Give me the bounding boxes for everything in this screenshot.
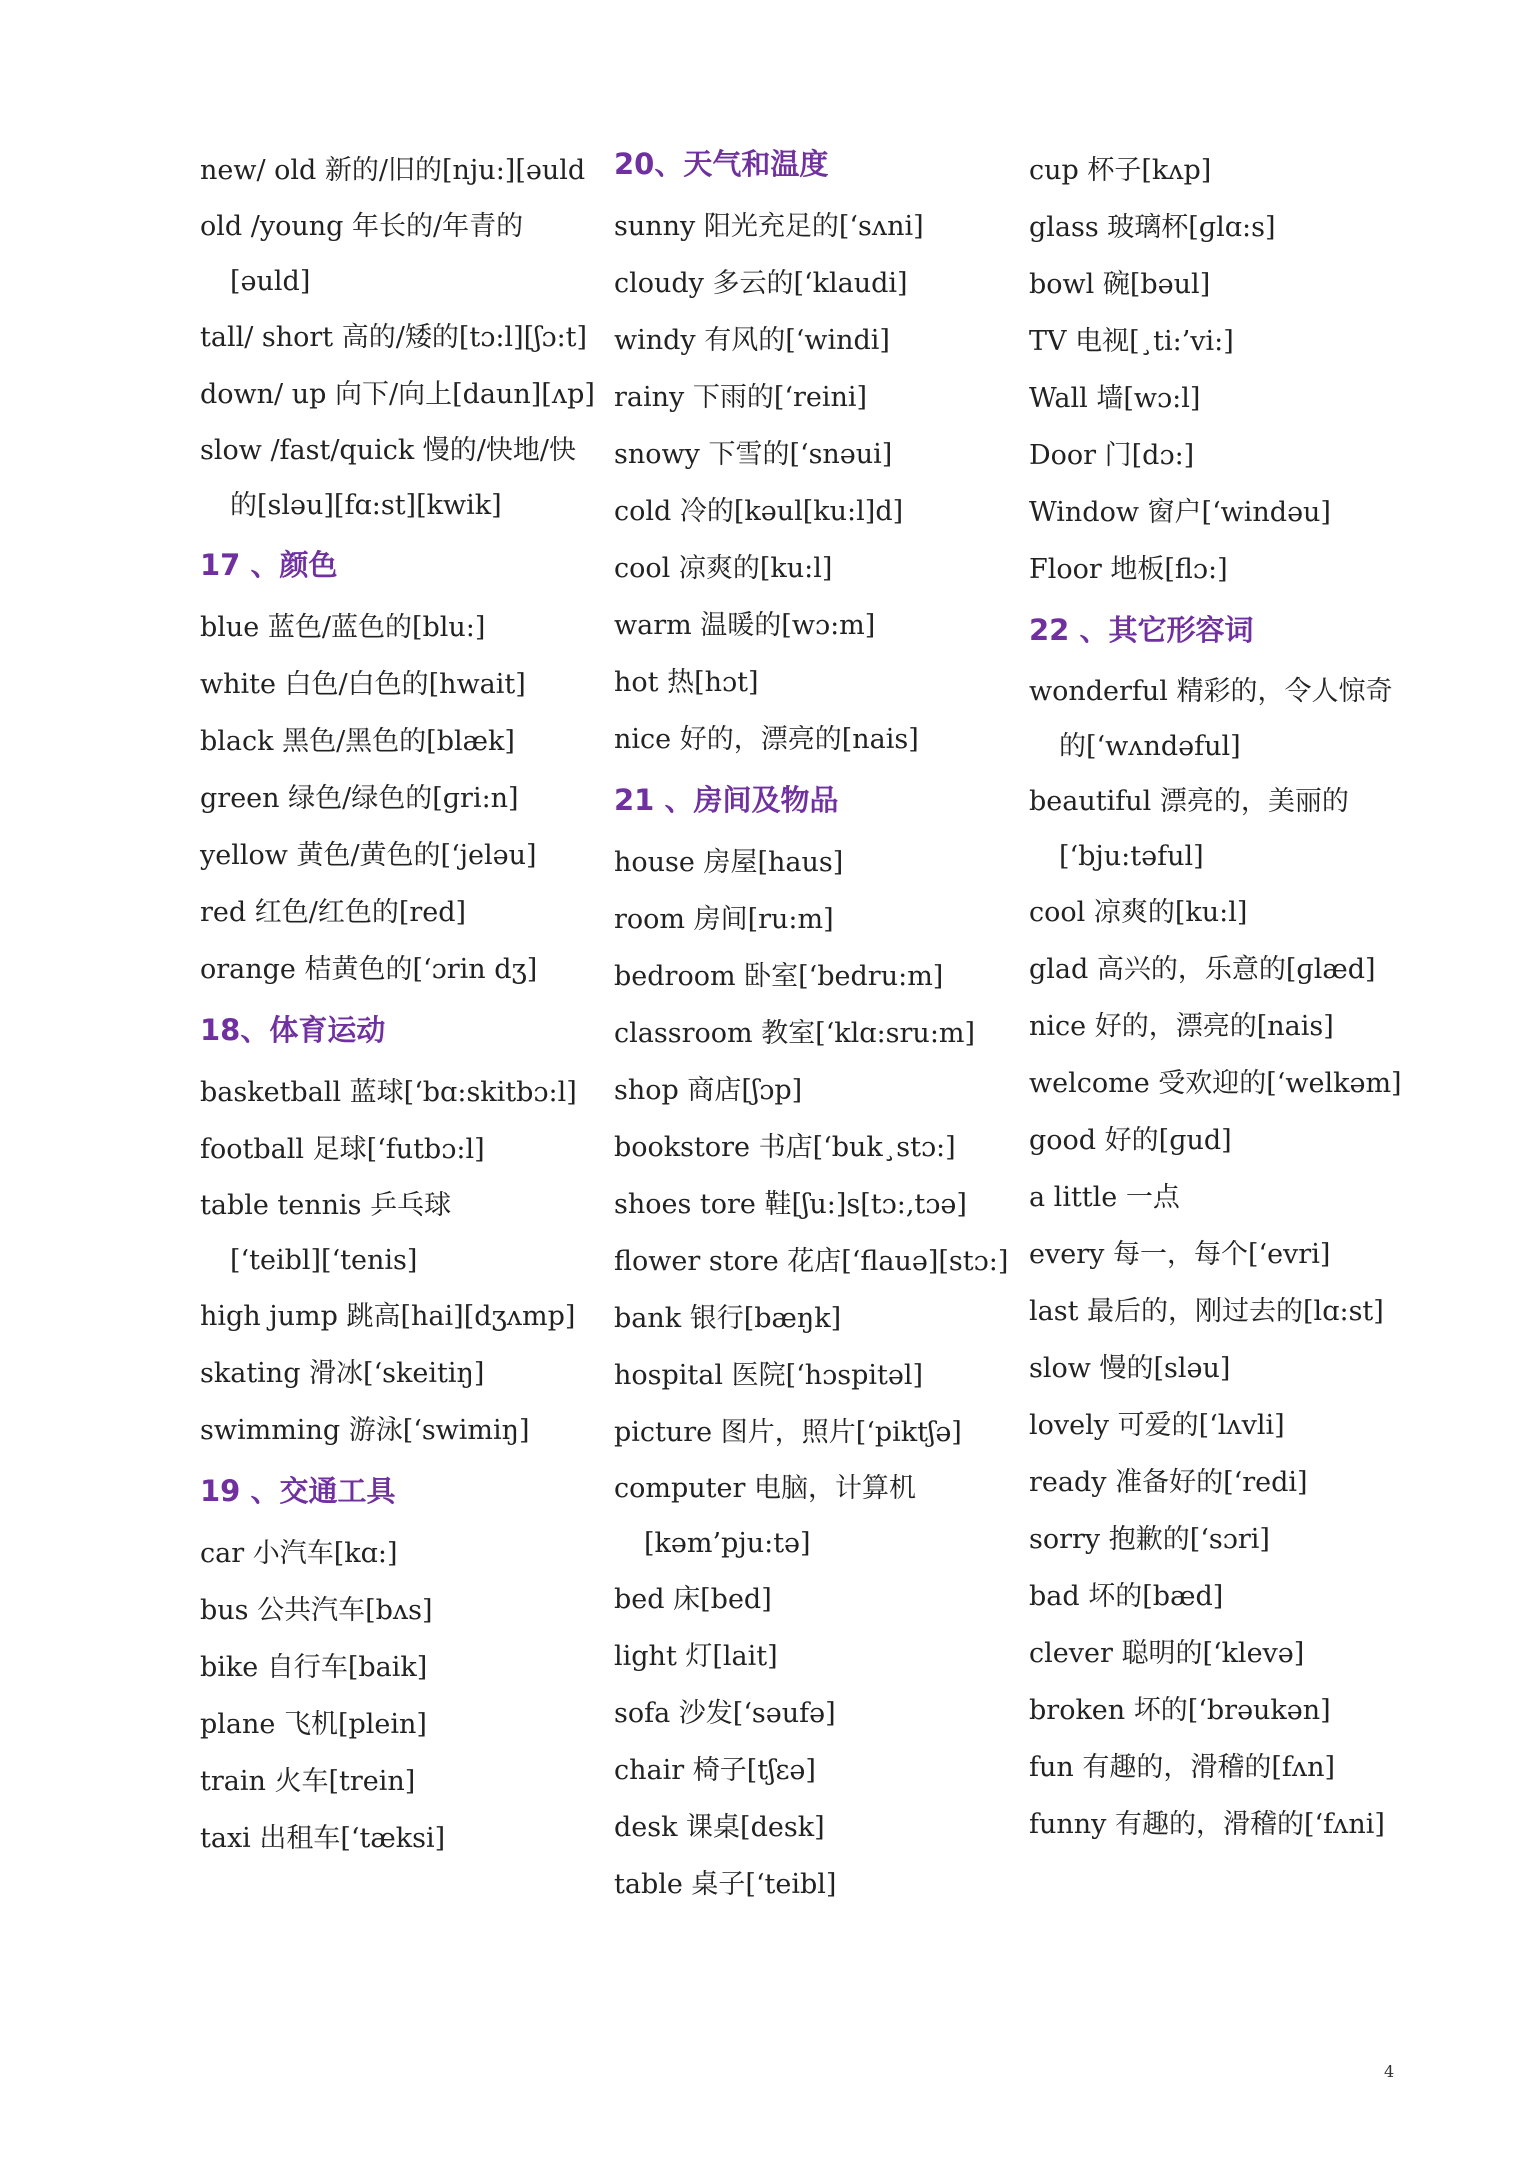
vocab-line: cup 杯子[kʌp] — [1029, 155, 1212, 186]
vocab-entry — [614, 1799, 994, 1856]
vocab-line: white 白色/白色的[hwait] — [200, 669, 526, 700]
vocab-entry — [614, 1461, 994, 1571]
vocab-entry — [614, 1347, 994, 1404]
vocab-line: taxi 出租车[‘tæksi] — [200, 1823, 446, 1854]
vocab-line-continuation: [‘teibl][‘tenis] — [230, 1245, 418, 1276]
vocab-entry — [1029, 998, 1409, 1055]
page-number: 4 — [1384, 2062, 1395, 2081]
vocab-line: hot 热[hɔt] — [614, 667, 759, 698]
vocab-line: fun 有趣的，滑稽的[fʌn] — [1029, 1752, 1336, 1783]
vocab-entry — [1029, 1682, 1409, 1739]
vocab-entry — [1029, 256, 1409, 313]
vocab-line: down/ up 向下/向上[daun][ʌp] — [200, 379, 595, 410]
vocab-entry — [614, 255, 994, 312]
vocab-line: nice 好的，漂亮的[nais] — [614, 724, 919, 755]
vocab-line: blue 蓝色/蓝色的[blu:] — [200, 612, 486, 643]
vocab-line: bike 自行车[baik] — [200, 1652, 428, 1683]
section-heading: 18、体育运动 — [200, 1013, 386, 1047]
vocab-line: slow 慢的[sləu] — [1029, 1353, 1231, 1384]
vocab-line: good 好的[ɡud] — [1029, 1125, 1232, 1156]
vocab-line: classroom 教室[‘klɑ:sru:m] — [614, 1018, 976, 1049]
vocab-entry — [614, 1742, 994, 1799]
vocab-line: sofa 沙发[‘səufə] — [614, 1698, 836, 1729]
vocab-entry — [1029, 370, 1409, 427]
vocab-line: warm 温暖的[wɔ:m] — [614, 610, 876, 641]
vocab-entry — [200, 1178, 580, 1288]
vocab-entry — [614, 1628, 994, 1685]
vocab-entry — [1029, 1511, 1409, 1568]
vocab-entry — [1029, 541, 1409, 598]
vocab-line: windy 有风的[‘windi] — [614, 325, 890, 356]
vocab-line: green 绿色/绿色的[ɡri:n] — [200, 783, 519, 814]
vocab-line: high jump 跳高[hai][dʒʌmp] — [200, 1301, 576, 1332]
section-heading: 20、天气和温度 — [614, 147, 829, 181]
vocab-line: picture 图片，照片[‘piktʃə] — [614, 1417, 962, 1448]
vocab-line: a little 一点 — [1029, 1182, 1180, 1213]
vocab-column-1 — [200, 142, 595, 1867]
vocab-line: flower store 花店[‘flauə][stɔ:] — [614, 1246, 1009, 1277]
vocab-entry — [200, 656, 580, 713]
vocab-entry — [200, 599, 580, 656]
vocab-entry — [200, 1525, 580, 1582]
vocab-line: beautiful 漂亮的，美丽的 — [1029, 786, 1349, 817]
vocab-line: ready 准备好的[‘redi] — [1029, 1467, 1308, 1498]
vocab-entry — [614, 540, 994, 597]
vocab-line: old /young 年长的/年青的 — [200, 211, 524, 242]
vocab-entry — [614, 834, 994, 891]
vocab-line: last 最后的，刚过去的[lɑ:st] — [1029, 1296, 1384, 1327]
vocab-line: bowl 碗[bəul] — [1029, 269, 1211, 300]
vocab-line: skating 滑冰[‘skeitiŋ] — [200, 1358, 485, 1389]
vocab-line: lovely 可爱的[‘lʌvli] — [1029, 1410, 1285, 1441]
vocab-entry — [200, 1810, 580, 1867]
vocab-line: football 足球[‘futbɔ:l] — [200, 1134, 485, 1165]
vocab-entry — [200, 1639, 580, 1696]
vocab-line: plane 飞机[plein] — [200, 1709, 427, 1740]
vocab-entry — [1029, 142, 1409, 199]
vocab-line: bus 公共汽车[bʌs] — [200, 1595, 433, 1626]
vocab-entry — [1029, 1055, 1409, 1112]
vocab-entry — [614, 369, 994, 426]
vocab-line: train 火车[trein] — [200, 1766, 416, 1797]
vocab-line: cool 凉爽的[ku:l] — [1029, 897, 1248, 928]
vocab-line-continuation: [‘bju:təful] — [1059, 841, 1204, 872]
vocab-line: shoes tore 鞋[ʃu:]s[tɔ:,tɔə] — [614, 1189, 967, 1220]
vocab-line: Window 窗户[‘windəu] — [1029, 497, 1331, 528]
vocab-line: basketball 蓝球[‘bɑ:skitbɔ:l] — [200, 1077, 577, 1108]
vocab-line: hospital 医院[‘hɔspitəl] — [614, 1360, 923, 1391]
vocab-line: glad 高兴的，乐意的[ɡlæd] — [1029, 954, 1376, 985]
vocab-entry — [1029, 1226, 1409, 1283]
vocab-line: Wall 墙[wɔ:l] — [1029, 383, 1201, 414]
vocab-line: sunny 阳光充足的[‘sʌni] — [614, 211, 924, 242]
vocab-entry — [614, 1290, 994, 1347]
vocab-line-continuation: 的[‘wʌndəful] — [1059, 731, 1241, 762]
vocab-entry — [614, 1233, 1009, 1290]
vocab-line: chair 椅子[tʃεə] — [614, 1755, 816, 1786]
vocab-entry — [1029, 774, 1409, 884]
vocab-line: shop 商店[ʃɔp] — [614, 1075, 803, 1106]
vocab-entry — [614, 654, 994, 711]
section-heading: 17 、颜色 — [200, 548, 338, 582]
vocab-line-continuation: [kəm’pju:tə] — [644, 1528, 811, 1559]
vocab-line: slow /fast/quick 慢的/快地/快 — [200, 435, 576, 466]
vocab-line: funny 有趣的，滑稽的[‘fʌni] — [1029, 1809, 1385, 1840]
vocab-entry — [1029, 427, 1409, 484]
vocab-line: desk 课桌[desk] — [614, 1812, 825, 1843]
vocab-entry — [200, 423, 580, 533]
vocab-column-2 — [614, 142, 1009, 1913]
vocab-entry — [200, 1753, 580, 1810]
vocab-entry — [1029, 664, 1409, 774]
vocab-entry — [200, 309, 588, 366]
vocab-line: welcome 受欢迎的[‘welkəm] — [1029, 1068, 1402, 1099]
section-heading: 22 、其它形容词 — [1029, 613, 1254, 647]
vocab-entry — [200, 1696, 580, 1753]
vocab-line: new/ old 新的/旧的[nju:][əuld — [200, 155, 586, 186]
vocab-column-3 — [1029, 142, 1409, 1853]
vocab-entry — [200, 1582, 580, 1639]
vocab-entry — [1029, 313, 1409, 370]
vocab-entry — [1029, 484, 1409, 541]
vocab-line: bed 床[bed] — [614, 1584, 772, 1615]
vocab-line: bookstore 书店[‘buk¸stɔ:] — [614, 1132, 956, 1163]
vocab-entry — [1029, 941, 1409, 998]
vocab-entry — [614, 1685, 994, 1742]
vocab-entry — [614, 1571, 994, 1628]
vocab-line: car 小汽车[kɑ:] — [200, 1538, 398, 1569]
vocab-line: bank 银行[bæŋk] — [614, 1303, 842, 1334]
vocab-line: table 桌子[‘teibl] — [614, 1869, 837, 1900]
vocab-entry — [1029, 1397, 1409, 1454]
vocab-line: Floor 地板[flɔ:] — [1029, 554, 1228, 585]
vocab-entry — [1029, 1568, 1409, 1625]
vocab-entry — [614, 891, 994, 948]
vocab-line: computer 电脑，计算机 — [614, 1473, 916, 1504]
vocab-entry — [1029, 1112, 1409, 1169]
vocab-line: cloudy 多云的[‘klaudi] — [614, 268, 908, 299]
section-heading: 21 、房间及物品 — [614, 783, 839, 817]
vocab-line: house 房屋[haus] — [614, 847, 844, 878]
vocab-line: red 红色/红色的[red] — [200, 897, 467, 928]
vocab-entry — [614, 1119, 994, 1176]
vocab-line: Door 门[dɔ:] — [1029, 440, 1195, 471]
vocab-line: table tennis 乒乓球 — [200, 1190, 452, 1221]
vocab-entry — [200, 1345, 580, 1402]
vocab-entry — [614, 198, 994, 255]
vocab-line: swimming 游泳[‘swimiŋ] — [200, 1415, 530, 1446]
vocab-entry — [200, 1121, 580, 1178]
vocab-entry — [614, 1005, 994, 1062]
section-heading: 19 、交通工具 — [200, 1474, 396, 1508]
vocab-line: bad 坏的[bæd] — [1029, 1581, 1224, 1612]
vocab-entry — [614, 1062, 994, 1119]
vocab-line: TV 电视[¸ti:’vi:] — [1029, 326, 1234, 357]
vocab-line: yellow 黄色/黄色的[‘jeləu] — [200, 840, 537, 871]
vocab-entry — [1029, 199, 1409, 256]
vocab-entry — [614, 597, 994, 654]
vocab-entry — [200, 1064, 580, 1121]
vocab-entry — [1029, 1625, 1409, 1682]
vocab-line-continuation: 的[sləu][fɑ:st][kwik] — [230, 490, 502, 521]
vocab-entry — [200, 884, 580, 941]
vocab-line: every 每一，每个[‘evri] — [1029, 1239, 1331, 1270]
vocab-entry — [1029, 1283, 1409, 1340]
vocab-entry — [200, 199, 580, 309]
vocab-entry — [614, 711, 994, 768]
vocab-entry — [614, 948, 994, 1005]
vocab-entry — [200, 1402, 580, 1459]
vocab-line: light 灯[lait] — [614, 1641, 778, 1672]
vocab-line: black 黑色/黑色的[blæk] — [200, 726, 515, 757]
vocab-line: glass 玻璃杯[ɡlɑ:s] — [1029, 212, 1276, 243]
vocab-line: bedroom 卧室[‘bedru:m] — [614, 961, 944, 992]
vocab-entry — [200, 713, 580, 770]
vocab-entry — [200, 827, 580, 884]
vocab-entry — [614, 1404, 994, 1461]
vocab-entry — [1029, 1796, 1409, 1853]
vocab-line: broken 坏的[‘brəukən] — [1029, 1695, 1331, 1726]
vocab-entry — [614, 483, 994, 540]
vocab-entry — [200, 1288, 580, 1345]
vocab-entry — [614, 312, 994, 369]
vocab-line-continuation: [əuld] — [230, 266, 311, 297]
vocab-entry — [614, 1856, 994, 1913]
vocab-entry — [1029, 884, 1409, 941]
vocab-line: wonderful 精彩的，令人惊奇 — [1029, 676, 1393, 707]
vocab-entry — [200, 941, 580, 998]
vocab-line: orange 桔黄色的[‘ɔrin dʒ] — [200, 954, 538, 985]
vocab-line: nice 好的，漂亮的[nais] — [1029, 1011, 1334, 1042]
vocab-line: tall/ short 高的/矮的[tɔ:l][ʃɔ:t] — [200, 322, 588, 353]
vocab-line: clever 聪明的[‘klevə] — [1029, 1638, 1305, 1669]
vocab-entry — [200, 142, 586, 199]
vocab-entry — [614, 426, 994, 483]
vocab-entry — [200, 366, 595, 423]
vocab-line: sorry 抱歉的[‘sɔri] — [1029, 1524, 1270, 1555]
vocab-entry — [1029, 1739, 1409, 1796]
vocab-entry — [1029, 1454, 1409, 1511]
vocab-entry — [614, 1176, 994, 1233]
vocab-line: room 房间[ru:m] — [614, 904, 834, 935]
vocab-line: cold 冷的[kəul[ku:l]d] — [614, 496, 904, 527]
vocab-entry — [1029, 1169, 1409, 1226]
vocab-line: rainy 下雨的[‘reini] — [614, 382, 868, 413]
vocab-line: snowy 下雪的[‘snəui] — [614, 439, 893, 470]
vocab-line: cool 凉爽的[ku:l] — [614, 553, 833, 584]
vocab-entry — [200, 770, 580, 827]
vocab-entry — [1029, 1340, 1409, 1397]
